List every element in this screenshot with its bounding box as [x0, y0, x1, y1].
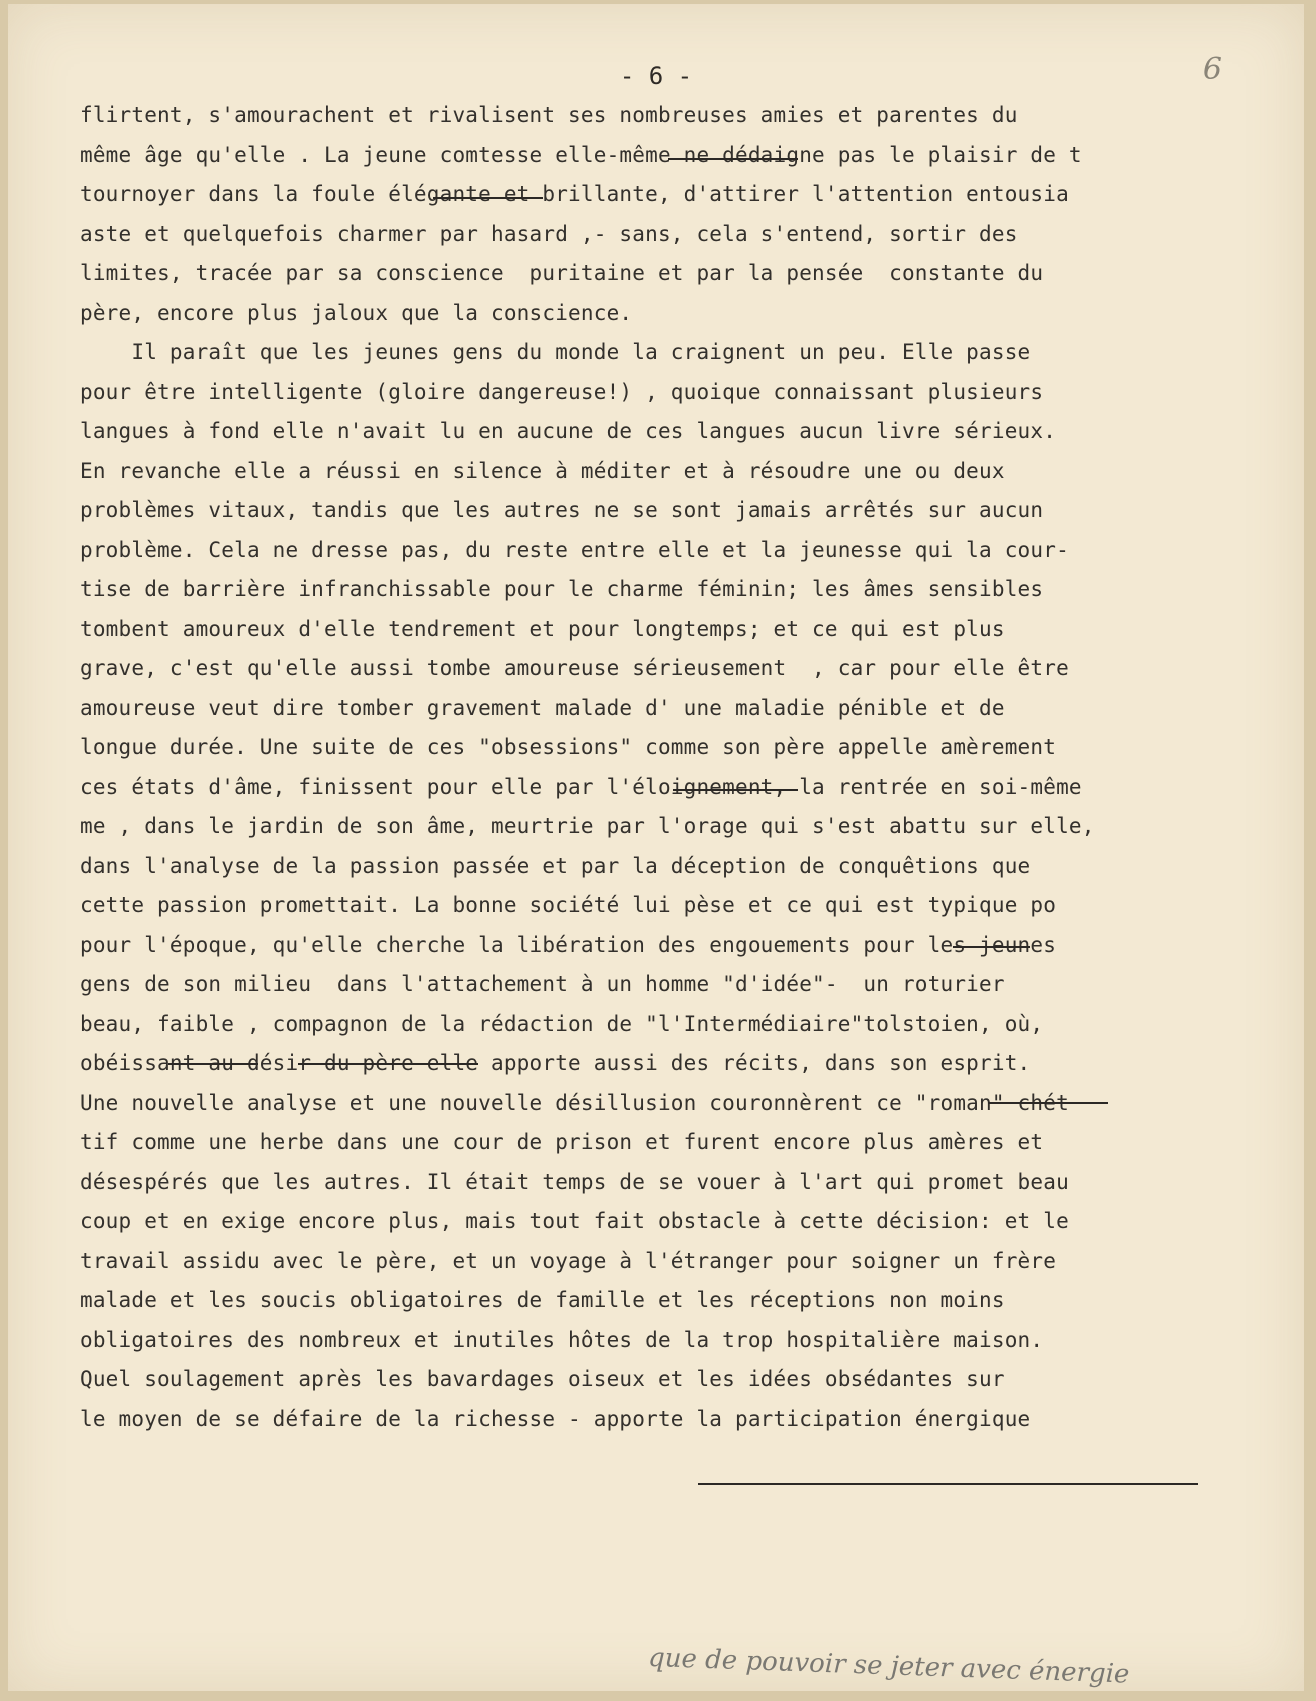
- handwritten-annotation: que de pouvoir se jeter avec énergie: [647, 1642, 1130, 1690]
- text-line: le moyen de se défaire de la richesse - apporte la participation énergique: [80, 1406, 1031, 1431]
- text-line: limites, tracée par sa conscience puritaine et par la pensée constante du: [80, 261, 1044, 285]
- text-line: désespérés que les autres. Il était temps de se vouer à l'art qui promet beau: [80, 1169, 1069, 1194]
- text-line: problèmes vitaux, tandis que les autres ne se sont jamais arrêtés sur aucun: [80, 498, 1044, 522]
- text-line: flirtent, s'amourachent et rivalisent ses nombreuses amies et parentes du: [80, 103, 1018, 127]
- typewritten-text: [80, 96, 1280, 1439]
- text-line: Une nouvelle analyse et une nouvelle désillusion couronnèrent ce "roman" chét: [80, 1090, 1069, 1115]
- text-line: amoureuse veut dire tomber gravement malade d' une maladie pénible et de: [80, 695, 1005, 720]
- text-line: tif comme une herbe dans une cour de prison et furent encore plus amères et: [80, 1130, 1044, 1154]
- text-line: gens de son milieu dans l'attachement à un homme "d'idée"- un roturier: [80, 972, 1005, 996]
- document-page: [8, 4, 1304, 1691]
- text-line: ces états d'âme, finissent pour elle par l'éloignement, la rentrée en soi-même: [80, 774, 1082, 799]
- text-line: pour être intelligente (gloire dangereuse!) , quoique connaissant plusieurs: [80, 379, 1044, 404]
- text-line: me , dans le jardin de son âme, meurtrie par l'orage qui s'est abattu sur elle,: [80, 814, 1095, 838]
- text-line: En revanche elle a réussi en silence à méditer et à résoudre une ou deux: [80, 458, 1005, 483]
- text-line: dans l'analyse de la passion passée et par la déception de conquêtions que: [80, 853, 1031, 878]
- text-line: aste et quelquefois charmer par hasard ,- sans, cela s'entend, sortir des: [80, 221, 1018, 246]
- text-line: tombent amoureux d'elle tendrement et pour longtemps; et ce qui est plus: [80, 616, 1005, 641]
- text-line: coup et en exige encore plus, mais tout fait obstacle à cette décision: et le: [80, 1209, 1069, 1233]
- text-line: père, encore plus jaloux que la conscience.: [80, 300, 633, 325]
- text-line: même âge qu'elle . La jeune comtesse elle-même ne dédaigne pas le plaisir de t: [80, 142, 1082, 167]
- page-number: - 6 -: [619, 62, 693, 90]
- text-line: obéissant au désir du père elle apporte aussi des récits, dans son esprit.: [80, 1051, 1031, 1075]
- text-line: Il paraît que les jeunes gens du monde la craignent un peu. Elle passe: [80, 340, 1031, 364]
- text-line: beau, faible , compagnon de la rédaction de "l'Intermédiaire"tolstoien, où,: [80, 1011, 1044, 1036]
- text-line: obligatoires des nombreux et inutiles hôtes de la trop hospitalière maison.: [80, 1327, 1044, 1352]
- text-line: cette passion promettait. La bonne société lui pèse et ce qui est typique po: [80, 893, 1057, 917]
- text-line: problème. Cela ne dresse pas, du reste entre elle et la jeunesse qui la cour-: [80, 537, 1069, 562]
- text-line: Quel soulagement après les bavardages oiseux et les idées obsédantes sur: [80, 1367, 1005, 1391]
- text-line: malade et les soucis obligatoires de famille et les réceptions non moins: [80, 1288, 1005, 1312]
- text-line: tise de barrière infranchissable pour le charme féminin; les âmes sensibles: [80, 577, 1044, 601]
- text-line: longue durée. Une suite de ces "obsessions" comme son père appelle amèrement: [80, 735, 1057, 759]
- text-line: pour l'époque, qu'elle cherche la libération des engouements pour les jeunes: [80, 932, 1057, 957]
- text-line: tournoyer dans la foule élégante et brillante, d'attirer l'attention entousia: [80, 182, 1069, 206]
- text-line: travail assidu avec le père, et un voyage à l'étranger pour soigner un frère: [80, 1248, 1057, 1273]
- text-line: grave, c'est qu'elle aussi tombe amoureuse sérieusement , car pour elle être: [80, 656, 1069, 680]
- handwritten-page-number: 6: [1202, 52, 1222, 87]
- text-line: langues à fond elle n'avait lu en aucune de ces langues aucun livre sérieux.: [80, 419, 1057, 443]
